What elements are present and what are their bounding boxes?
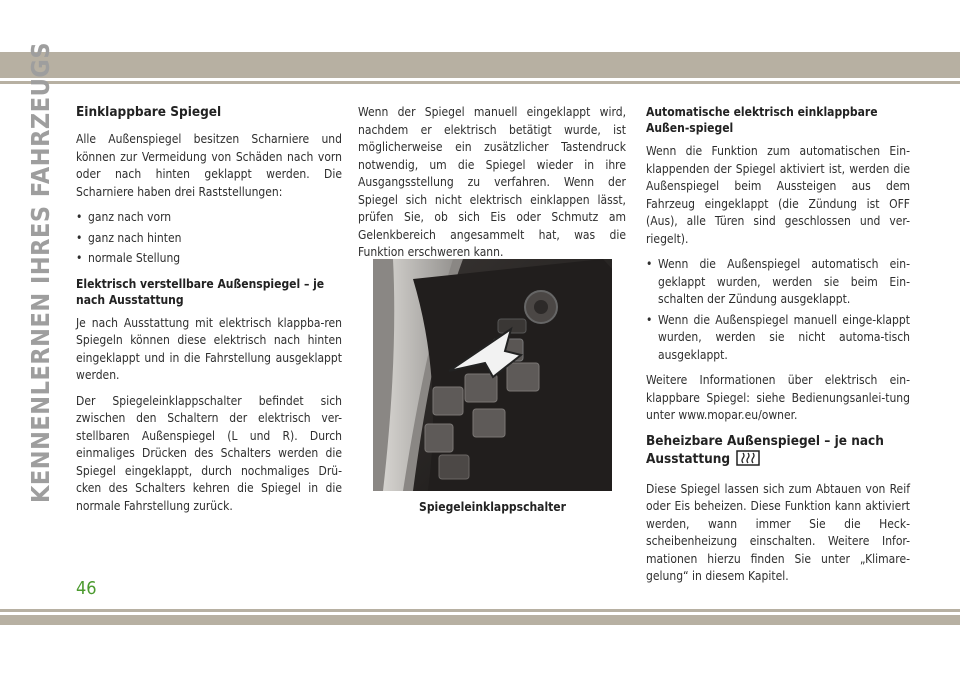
chapter-sidebar xyxy=(22,41,60,503)
photo-caption: Spiegeleinklappschalter xyxy=(419,500,566,514)
heated-mirror-icon xyxy=(736,450,760,471)
column-3 xyxy=(646,104,910,594)
door-panel-illustration xyxy=(373,259,612,491)
subheading-auto-fold: Automatische elektrisch einklappbare Außen-spiegel xyxy=(646,105,878,135)
detent-list xyxy=(76,209,342,268)
body-paragraph: Wenn der Spiegel manuell eingeklappt wird, nachdem er elektrisch betätigt wurde, ist möglicherweise ein zusätzlicher Tastendruck notwendig, um die Spiegel wieder in ihre Ausgangsstellung zu verfahren. Wenn der Spiegel sich nicht elektrisch einklappen lässt, prüfen Sie, ob sich Eis oder Schmutz am Gelenkbereich angesammelt hat, was die Funktion erschweren kann. xyxy=(358,105,626,259)
section-heading-heated-mirrors xyxy=(646,433,910,471)
list-item: • Wenn die Außenspiegel manuell einge-klappt wurden, werden sie nicht automa-tisch ausgeklappt. xyxy=(646,312,910,365)
heated-mirrors-title: Beheizbare Außenspiegel – je nach Ausstattung xyxy=(646,432,884,467)
header-rule xyxy=(0,81,960,84)
mirror-fold-switch-photo xyxy=(373,259,612,491)
intro-paragraph: Alle Außenspiegel besitzen Scharniere und können zur Vermeidung von Schäden nach vorn oder nach hinten geklappt werden. Die Scharniere haben drei Raststellungen: xyxy=(76,132,342,199)
list-item: • ganz nach hinten xyxy=(76,230,342,248)
section-heading-foldable-mirrors: Einklappbare Spiegel xyxy=(76,104,222,120)
list-item: • normale Stellung xyxy=(76,250,342,268)
body-paragraph: Diese Spiegel lassen sich zum Abtauen von Reif oder Eis beheizen. Diese Funktion kann aktiviert werden, wann immer Sie die Heck-scheibenheizung einschalten. Weitere Infor-mationen hierzu finden Sie unter „Klimare-gelung“ in diesem Kapitel. xyxy=(646,481,910,583)
body-paragraph: Wenn die Funktion zum automatischen Ein-klappenden der Spiegel aktiviert ist, werden die Außenspiegel beim Aussteigen aus dem Fahrzeug eingeklappt (die Zündung ist OFF (Aus), alle Türen sind geschlossen und ver-riegelt). xyxy=(646,144,910,246)
column-2 xyxy=(358,104,626,270)
list-item: • Wenn die Außenspiegel automatisch ein-geklappt wurden, werden sie beim Ein-schalten der Zündung ausgeklappt. xyxy=(646,256,910,309)
list-item: • ganz nach vorn xyxy=(76,209,342,227)
footer-band xyxy=(0,615,960,625)
auto-fold-list xyxy=(646,256,910,364)
page-number: 46 xyxy=(76,578,97,599)
column-1 xyxy=(76,104,342,523)
footer-rule xyxy=(0,609,960,612)
body-paragraph: Weitere Informationen über elektrisch ein-klappbare Spiegel: siehe Bedienungsanlei-tung unter www.mopar.eu/owner. xyxy=(646,373,910,422)
subheading-power-mirrors: Elektrisch verstellbare Außenspiegel – je nach Ausstattung xyxy=(76,276,325,307)
body-paragraph: Je nach Ausstattung mit elektrisch klappba-ren Spiegeln können diese elektrisch nach hinten eingeklappt und in die Fahrstellung ausgeklappt werden. xyxy=(76,315,342,382)
chapter-title: KENNENLERNEN IHRES FAHRZEUGS xyxy=(26,41,56,503)
header-band xyxy=(0,52,960,78)
body-paragraph: Der Spiegeleinklappschalter befindet sich zwischen den Schaltern der elektrisch ver-stellbaren Außenspiegel (L und R). Durch einmaliges Drücken des Schalters werden die Spiegel eingeklappt, durch nochmaliges Drü-cken des Schalters kehren die Spiegel in die normale Fahrstellung zurück. xyxy=(76,393,342,513)
